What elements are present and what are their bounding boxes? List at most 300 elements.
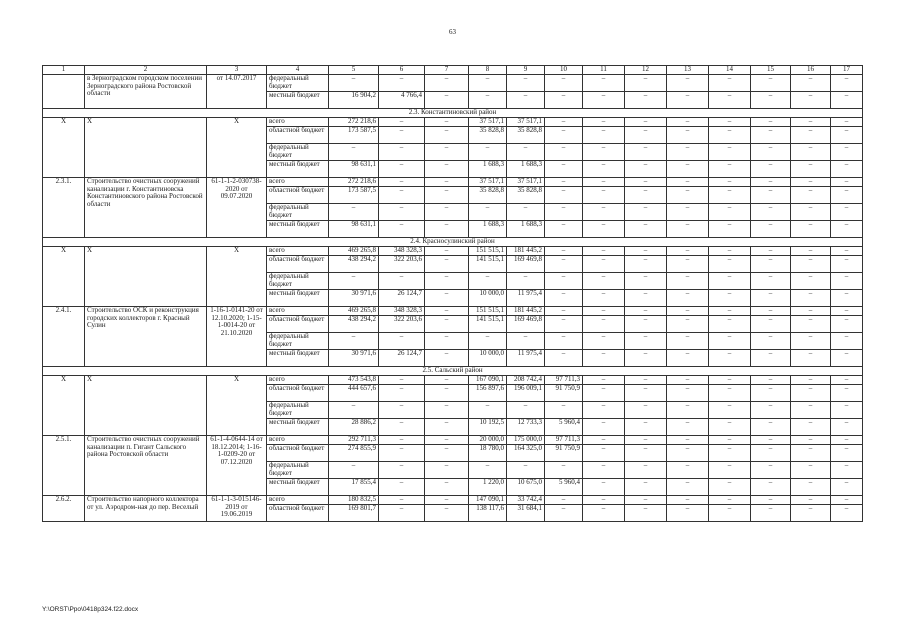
amount-cell: –	[791, 127, 831, 144]
column-number: 12	[625, 66, 667, 75]
column-number: 1	[43, 66, 85, 75]
amount-cell: –	[751, 333, 791, 350]
amount-cell: 97 711,3	[545, 376, 583, 385]
registry-number: Х	[207, 247, 267, 307]
amount-cell: –	[831, 92, 863, 109]
amount-cell: –	[425, 307, 469, 316]
amount-cell: –	[751, 445, 791, 462]
amount-cell: –	[583, 118, 625, 127]
column-number: 7	[425, 66, 469, 75]
amount-cell: –	[545, 221, 583, 238]
amount-cell: –	[831, 307, 863, 316]
amount-cell: –	[667, 118, 709, 127]
amount-cell: –	[425, 92, 469, 109]
amount-cell: 16 904,2	[329, 92, 379, 109]
amount-cell: –	[751, 419, 791, 436]
amount-cell: –	[791, 350, 831, 367]
table-row	[43, 307, 863, 316]
column-number: 14	[709, 66, 751, 75]
amount-cell: 181 445,2	[507, 307, 545, 316]
amount-cell: –	[791, 419, 831, 436]
amount-cell: –	[791, 316, 831, 333]
amount-cell: 35 828,8	[469, 187, 507, 204]
amount-cell: –	[709, 505, 751, 522]
amount-cell: –	[791, 445, 831, 462]
amount-cell: –	[469, 462, 507, 479]
amount-cell: –	[625, 402, 667, 419]
amount-cell: –	[709, 127, 751, 144]
amount-cell: –	[791, 256, 831, 273]
item-number: Х	[43, 376, 85, 436]
amount-cell: –	[831, 144, 863, 161]
amount-cell: –	[545, 75, 583, 92]
amount-cell: –	[425, 376, 469, 385]
registry-number: 61-1-4-0644-14 от 18.12.2014; 1-16-1-0209-20 от 07.12.2020	[207, 436, 267, 496]
amount-cell: 37 517,1	[507, 178, 545, 187]
amount-cell: –	[329, 144, 379, 161]
amount-cell: –	[709, 385, 751, 402]
page-number: 63	[449, 28, 456, 36]
amount-cell: –	[751, 204, 791, 221]
amount-cell: –	[625, 273, 667, 290]
amount-cell: –	[667, 496, 709, 505]
amount-cell: –	[751, 350, 791, 367]
amount-cell: –	[625, 187, 667, 204]
amount-cell: –	[507, 462, 545, 479]
amount-cell: –	[791, 436, 831, 445]
amount-cell: 348 328,3	[379, 247, 425, 256]
amount-cell: –	[583, 187, 625, 204]
amount-cell: –	[751, 256, 791, 273]
funding-source: областной бюджет	[267, 316, 329, 333]
section-title-row	[43, 367, 863, 376]
column-number: 15	[751, 66, 791, 75]
amount-cell: –	[425, 118, 469, 127]
amount-cell: 208 742,4	[507, 376, 545, 385]
funding-source: всего	[267, 376, 329, 385]
funding-source: областной бюджет	[267, 127, 329, 144]
amount-cell: –	[709, 247, 751, 256]
item-number: Х	[43, 247, 85, 307]
amount-cell: –	[709, 350, 751, 367]
amount-cell: –	[667, 385, 709, 402]
amount-cell: –	[625, 127, 667, 144]
amount-cell: –	[379, 419, 425, 436]
amount-cell: –	[545, 496, 583, 505]
amount-cell: –	[625, 436, 667, 445]
table-row	[43, 75, 863, 92]
amount-cell: –	[625, 385, 667, 402]
amount-cell: –	[667, 505, 709, 522]
amount-cell: –	[469, 204, 507, 221]
amount-cell: 26 124,7	[379, 350, 425, 367]
amount-cell: –	[507, 273, 545, 290]
amount-cell: –	[545, 256, 583, 273]
amount-cell: –	[791, 161, 831, 178]
amount-cell: –	[667, 221, 709, 238]
amount-cell: –	[379, 376, 425, 385]
amount-cell: –	[469, 92, 507, 109]
funding-source: федеральный бюджет	[267, 273, 329, 290]
amount-cell: –	[751, 290, 791, 307]
amount-cell: –	[791, 75, 831, 92]
amount-cell: 1 688,3	[507, 161, 545, 178]
amount-cell: 169 469,8	[507, 316, 545, 333]
amount-cell: –	[583, 204, 625, 221]
amount-cell: –	[329, 204, 379, 221]
item-name: в Зерноградском городском поселении Зерноградского района Ростовской области	[85, 75, 207, 109]
amount-cell: –	[625, 419, 667, 436]
amount-cell: –	[545, 505, 583, 522]
amount-cell: 156 897,6	[469, 385, 507, 402]
amount-cell: –	[425, 316, 469, 333]
amount-cell: 10 000,0	[469, 350, 507, 367]
amount-cell: 1 688,3	[507, 221, 545, 238]
funding-source: федеральный бюджет	[267, 75, 329, 92]
amount-cell: –	[583, 144, 625, 161]
amount-cell: –	[751, 127, 791, 144]
amount-cell: –	[751, 505, 791, 522]
funding-source: федеральный бюджет	[267, 204, 329, 221]
amount-cell: 17 855,4	[329, 479, 379, 496]
amount-cell: –	[667, 247, 709, 256]
amount-cell: –	[583, 402, 625, 419]
table-row	[43, 118, 863, 127]
amount-cell: –	[625, 333, 667, 350]
column-number: 11	[583, 66, 625, 75]
amount-cell: –	[425, 462, 469, 479]
amount-cell: –	[791, 462, 831, 479]
amount-cell: 272 218,6	[329, 178, 379, 187]
amount-cell: –	[667, 402, 709, 419]
item-number: 2.5.1.	[43, 436, 85, 496]
amount-cell: –	[791, 479, 831, 496]
amount-cell: –	[425, 204, 469, 221]
amount-cell: –	[425, 436, 469, 445]
amount-cell: –	[507, 204, 545, 221]
amount-cell: 11 975,4	[507, 350, 545, 367]
amount-cell: –	[625, 445, 667, 462]
amount-cell: –	[709, 221, 751, 238]
amount-cell: 33 742,4	[507, 496, 545, 505]
funding-source: всего	[267, 436, 329, 445]
file-path-footer: Y:\ORST\Ppo\0418p324.f22.docx	[42, 606, 139, 613]
amount-cell: –	[709, 144, 751, 161]
amount-cell: –	[545, 204, 583, 221]
table-row	[43, 247, 863, 256]
amount-cell: –	[831, 273, 863, 290]
amount-cell: –	[379, 445, 425, 462]
amount-cell: –	[469, 75, 507, 92]
amount-cell: –	[625, 118, 667, 127]
amount-cell: –	[831, 419, 863, 436]
funding-source: местный бюджет	[267, 161, 329, 178]
amount-cell: 138 117,6	[469, 505, 507, 522]
amount-cell: –	[751, 161, 791, 178]
amount-cell: –	[831, 376, 863, 385]
amount-cell: –	[329, 402, 379, 419]
amount-cell: 151 515,1	[469, 247, 507, 256]
amount-cell: 444 657,6	[329, 385, 379, 402]
amount-cell: –	[425, 496, 469, 505]
amount-cell: –	[583, 178, 625, 187]
table-body	[43, 66, 863, 522]
amount-cell: –	[667, 376, 709, 385]
funding-source: всего	[267, 178, 329, 187]
amount-cell: –	[625, 350, 667, 367]
amount-cell: 196 009,1	[507, 385, 545, 402]
amount-cell: –	[545, 402, 583, 419]
amount-cell: –	[709, 75, 751, 92]
amount-cell: –	[751, 316, 791, 333]
amount-cell: –	[791, 221, 831, 238]
amount-cell: –	[625, 316, 667, 333]
amount-cell: –	[329, 75, 379, 92]
amount-cell: 97 711,3	[545, 436, 583, 445]
amount-cell: 10 000,0	[469, 290, 507, 307]
amount-cell: –	[379, 333, 425, 350]
amount-cell: –	[831, 290, 863, 307]
section-title-row	[43, 109, 863, 118]
amount-cell: –	[625, 144, 667, 161]
amount-cell: –	[545, 92, 583, 109]
table-row	[43, 436, 863, 445]
amount-cell: –	[625, 221, 667, 238]
amount-cell: –	[425, 256, 469, 273]
amount-cell: –	[507, 144, 545, 161]
funding-source: областной бюджет	[267, 256, 329, 273]
amount-cell: –	[625, 256, 667, 273]
amount-cell: –	[545, 118, 583, 127]
amount-cell: –	[469, 402, 507, 419]
amount-cell: 20 000,0	[469, 436, 507, 445]
amount-cell: 181 445,2	[507, 247, 545, 256]
item-number: Х	[43, 118, 85, 178]
amount-cell: –	[583, 127, 625, 144]
amount-cell: –	[667, 187, 709, 204]
funding-source: всего	[267, 307, 329, 316]
funding-source: федеральный бюджет	[267, 333, 329, 350]
amount-cell: –	[329, 462, 379, 479]
amount-cell: 180 832,5	[329, 496, 379, 505]
amount-cell: –	[583, 273, 625, 290]
item-name: Х	[85, 118, 207, 178]
amount-cell: –	[583, 92, 625, 109]
amount-cell: –	[791, 273, 831, 290]
amount-cell: –	[831, 127, 863, 144]
amount-cell: –	[425, 333, 469, 350]
amount-cell: –	[791, 187, 831, 204]
amount-cell: –	[831, 436, 863, 445]
amount-cell: –	[583, 247, 625, 256]
amount-cell: –	[425, 144, 469, 161]
amount-cell: –	[667, 204, 709, 221]
funding-source: местный бюджет	[267, 479, 329, 496]
amount-cell: –	[425, 75, 469, 92]
amount-cell: –	[667, 75, 709, 92]
registry-number: 61-1-1-2-030738-2020 от 09.07.2020	[207, 178, 267, 238]
column-number: 5	[329, 66, 379, 75]
table-row	[43, 178, 863, 187]
amount-cell: –	[507, 402, 545, 419]
funding-source: местный бюджет	[267, 92, 329, 109]
amount-cell: –	[831, 333, 863, 350]
amount-cell: 10 675,0	[507, 479, 545, 496]
amount-cell: –	[709, 316, 751, 333]
amount-cell: 98 631,1	[329, 221, 379, 238]
amount-cell: –	[545, 316, 583, 333]
column-number: 8	[469, 66, 507, 75]
amount-cell: –	[379, 144, 425, 161]
amount-cell: –	[545, 462, 583, 479]
amount-cell: –	[583, 75, 625, 92]
amount-cell: –	[751, 75, 791, 92]
amount-cell: –	[667, 445, 709, 462]
column-number: 2	[85, 66, 207, 75]
amount-cell: 274 855,9	[329, 445, 379, 462]
amount-cell: –	[379, 118, 425, 127]
amount-cell: –	[583, 496, 625, 505]
amount-cell: –	[507, 75, 545, 92]
amount-cell: –	[751, 144, 791, 161]
amount-cell: –	[425, 419, 469, 436]
amount-cell: 35 828,8	[507, 127, 545, 144]
funding-source: областной бюджет	[267, 187, 329, 204]
amount-cell: –	[583, 256, 625, 273]
amount-cell: –	[625, 290, 667, 307]
amount-cell: 167 090,1	[469, 376, 507, 385]
amount-cell: –	[791, 402, 831, 419]
amount-cell: –	[379, 273, 425, 290]
amount-cell: –	[379, 479, 425, 496]
amount-cell: –	[831, 161, 863, 178]
funding-source: всего	[267, 247, 329, 256]
amount-cell: –	[791, 307, 831, 316]
registry-number: 1-16-1-0141-20 от 12.10.2020; 1-15-1-0014-20 от 21.10.2020	[207, 307, 267, 367]
amount-cell: 169 469,8	[507, 256, 545, 273]
amount-cell: –	[379, 221, 425, 238]
item-number	[43, 75, 85, 109]
amount-cell: –	[425, 161, 469, 178]
amount-cell: –	[667, 178, 709, 187]
amount-cell: –	[751, 307, 791, 316]
column-number: 16	[791, 66, 831, 75]
amount-cell: –	[751, 385, 791, 402]
amount-cell: –	[751, 436, 791, 445]
amount-cell: –	[583, 316, 625, 333]
column-number: 17	[831, 66, 863, 75]
amount-cell: –	[625, 204, 667, 221]
amount-cell: –	[667, 92, 709, 109]
amount-cell: –	[667, 436, 709, 445]
amount-cell: –	[791, 204, 831, 221]
funding-source: всего	[267, 118, 329, 127]
amount-cell: –	[709, 419, 751, 436]
amount-cell: 1 688,3	[469, 221, 507, 238]
amount-cell: –	[751, 92, 791, 109]
amount-cell: –	[709, 402, 751, 419]
funding-source: федеральный бюджет	[267, 402, 329, 419]
amount-cell: 28 886,2	[329, 419, 379, 436]
amount-cell: 37 517,1	[469, 118, 507, 127]
item-number: 2.3.1.	[43, 178, 85, 238]
amount-cell: –	[791, 144, 831, 161]
amount-cell: 4 766,4	[379, 92, 425, 109]
item-name: Строительство очистных сооружений канализации г. Константиновска Константиновского района Ростовской области	[85, 178, 207, 238]
section-title-row	[43, 238, 863, 247]
amount-cell: –	[791, 385, 831, 402]
funding-source: федеральный бюджет	[267, 462, 329, 479]
amount-cell: –	[625, 479, 667, 496]
amount-cell: –	[425, 187, 469, 204]
column-number: 13	[667, 66, 709, 75]
section-title: 2.5. Сальский район	[43, 367, 863, 376]
amount-cell: –	[625, 505, 667, 522]
amount-cell: –	[831, 316, 863, 333]
amount-cell: 5 960,4	[545, 479, 583, 496]
amount-cell: –	[831, 221, 863, 238]
amount-cell: –	[425, 505, 469, 522]
amount-cell: –	[583, 419, 625, 436]
amount-cell: –	[791, 505, 831, 522]
amount-cell: 164 325,0	[507, 445, 545, 462]
registry-number: от 14.07.2017	[207, 75, 267, 109]
amount-cell: –	[831, 256, 863, 273]
amount-cell: –	[751, 187, 791, 204]
amount-cell: –	[625, 307, 667, 316]
amount-cell: –	[667, 161, 709, 178]
amount-cell: –	[425, 350, 469, 367]
amount-cell: –	[329, 333, 379, 350]
amount-cell: –	[625, 496, 667, 505]
amount-cell: 5 960,4	[545, 419, 583, 436]
amount-cell: –	[583, 445, 625, 462]
column-number: 6	[379, 66, 425, 75]
amount-cell: 173 587,5	[329, 187, 379, 204]
amount-cell: –	[709, 376, 751, 385]
amount-cell: –	[709, 333, 751, 350]
amount-cell: –	[425, 178, 469, 187]
amount-cell: –	[751, 376, 791, 385]
item-name: Строительство очистных сооружений канализации п. Гигант Сальского района Ростовской области	[85, 436, 207, 496]
amount-cell: –	[379, 505, 425, 522]
amount-cell: –	[667, 462, 709, 479]
amount-cell: –	[545, 178, 583, 187]
amount-cell: –	[751, 479, 791, 496]
funding-source: местный бюджет	[267, 290, 329, 307]
amount-cell: –	[625, 178, 667, 187]
amount-cell: 91 750,9	[545, 385, 583, 402]
amount-cell: –	[751, 402, 791, 419]
funding-source: местный бюджет	[267, 419, 329, 436]
amount-cell: 141 515,1	[469, 256, 507, 273]
amount-cell: –	[425, 247, 469, 256]
item-number: 2.4.1.	[43, 307, 85, 367]
amount-cell: –	[831, 479, 863, 496]
amount-cell: –	[667, 333, 709, 350]
amount-cell: –	[469, 144, 507, 161]
amount-cell: –	[545, 350, 583, 367]
amount-cell: –	[667, 419, 709, 436]
amount-cell: 147 090,1	[469, 496, 507, 505]
amount-cell: 35 828,8	[507, 187, 545, 204]
amount-cell: 175 000,0	[507, 436, 545, 445]
amount-cell: –	[583, 333, 625, 350]
amount-cell: 1 220,0	[469, 479, 507, 496]
funding-source: местный бюджет	[267, 221, 329, 238]
registry-number: 61-1-1-3-015146-2019 от 19.06.2019	[207, 496, 267, 522]
table-row	[43, 496, 863, 505]
